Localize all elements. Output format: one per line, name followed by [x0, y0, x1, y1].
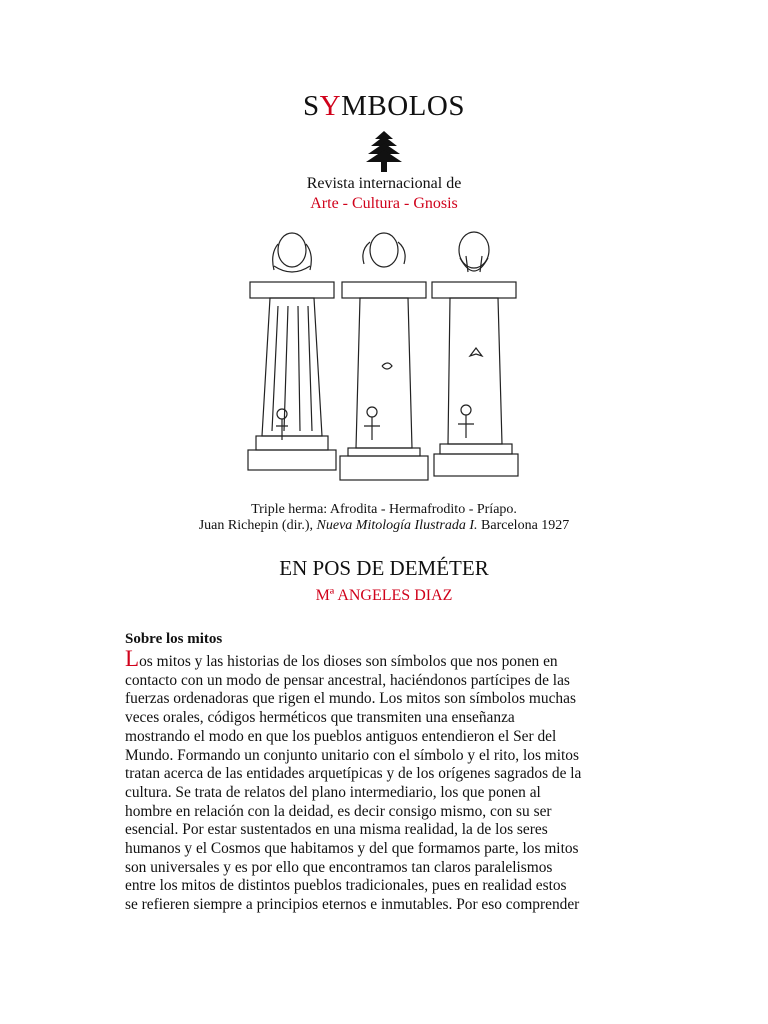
masthead-prefix: S: [303, 90, 320, 122]
statue-hermafrodito: [340, 233, 428, 480]
masthead-title: [0, 92, 768, 121]
drop-cap: L: [125, 646, 140, 671]
body-line: cultura. Se trata de relatos del plano intermediario, los que ponen al: [125, 783, 541, 801]
triple-herm-statues-illustration: [244, 226, 524, 498]
body-line: hombre en relación con la deidad, es decir consigo mismo, con su ser: [125, 802, 552, 820]
statue-afrodita: [248, 233, 336, 470]
body-line: se refieren siempre a principios eternos e inmutables. Por eso comprender: [125, 896, 580, 914]
masthead-suffix: MBOLOS: [341, 90, 465, 122]
figure-caption: [0, 502, 768, 534]
body-line: son universales y es por ello que encontramos tan claros paralelismos: [125, 858, 553, 876]
body-line: tratan acerca de las entidades arquetípicas y de los orígenes sagrados de la: [125, 765, 582, 783]
subtitle: [0, 174, 768, 214]
caption-line: Triple herma: Afrodita - Hermafrodito - Príapo.: [251, 502, 517, 517]
caption-citation-prefix: Juan Richepin (dir.),: [198, 518, 317, 533]
body-line: Mundo. Formando un conjunto unitario con el símbolo y el rito, los mitos: [125, 746, 579, 764]
caption-citation: [0, 518, 768, 534]
body-line: humanos y el Cosmos que habitamos y del que formamos parte, los mitos: [125, 840, 579, 858]
body-line: fuerzas ordenadoras que rigen el mundo. Los mitos son símbolos muchas: [125, 690, 576, 708]
stacked-triangles-tree-icon: [362, 130, 406, 174]
article-author: Mª ANGELES DIAZ: [315, 587, 453, 604]
masthead-accent-letter: Y: [319, 90, 342, 122]
body-line: entre los mitos de distintos pueblos tradicionales, pues en realidad estos: [125, 877, 567, 895]
article-body: [125, 646, 645, 915]
body-line: contacto con un modo de pensar ancestral, haciéndonos partícipes de las: [125, 671, 570, 689]
body-line: mostrando el modo en que los pueblos antiguos entendieron el Ser del: [125, 727, 557, 745]
subtitle-line: Revista internacional de: [306, 175, 462, 192]
subtitle-tagline: Arte - Cultura - Gnosis: [310, 195, 458, 212]
section-heading: Sobre los mitos: [125, 631, 223, 647]
body-line: esencial. Por estar sustentados en una misma realidad, la de los seres: [125, 821, 548, 839]
article-title: EN POS DE DEMÉTER: [279, 556, 489, 580]
body-line: Los mitos y las historias de los dioses son símbolos que nos ponen en: [125, 646, 558, 671]
caption-book-title: Nueva Mitología Ilustrada I.: [316, 518, 478, 533]
body-line: veces orales, códigos herméticos que transmiten una enseñanza: [125, 709, 515, 727]
caption-citation-suffix: Barcelona 1927: [477, 518, 570, 533]
statue-priapo: [432, 232, 518, 476]
